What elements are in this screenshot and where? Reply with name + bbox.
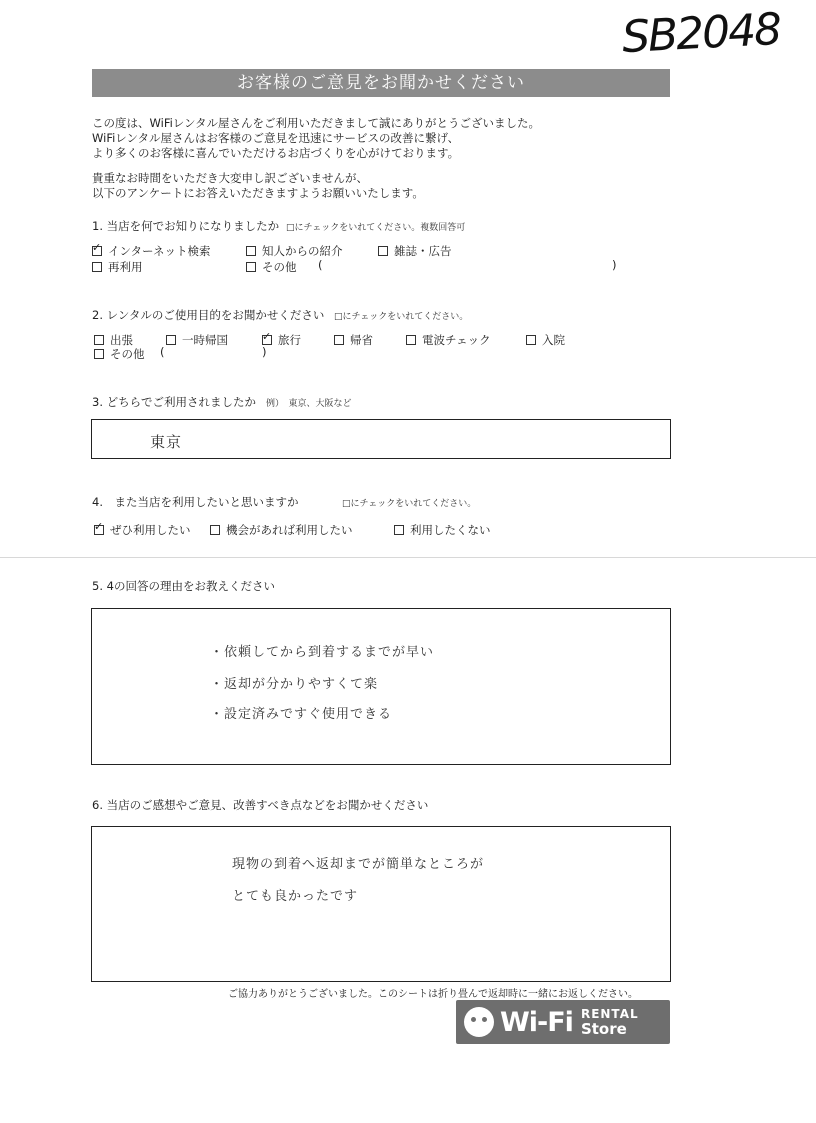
logo-subtitle [581, 1007, 639, 1037]
option-label: 機会があれば利用したい [226, 523, 353, 537]
checkbox-icon[interactable] [378, 246, 388, 256]
q5-handwritten-line-1: ・依頼してから到着するまでが早い [210, 645, 435, 660]
q4-note: □にチェックをいれてください。 [342, 499, 477, 509]
option-label: 旅行 [278, 333, 301, 347]
option-label: 知人からの紹介 [262, 244, 343, 258]
intro-line-1: この度は、WiFiレンタル屋さんをご利用いただきまして誠にありがとうございました。 [92, 116, 541, 130]
q4-option-definitely[interactable] [94, 522, 191, 538]
fold-line [0, 557, 816, 558]
q5-handwritten-line-2: ・返却が分かりやすくて楽 [210, 677, 379, 692]
q2-option-hospital[interactable] [526, 332, 565, 348]
checkbox-icon[interactable] [210, 525, 220, 535]
intro-line-4: 貴重なお時間をいただき大変申し訳ございませんが、 [92, 171, 368, 185]
checkbox-icon[interactable] [94, 349, 104, 359]
q4-option-if-chance[interactable] [210, 522, 353, 538]
q2-label: 2. レンタルのご使用目的をお聞かせください [92, 308, 325, 322]
q2-option-other[interactable] [94, 346, 145, 362]
intro-line-5: 以下のアンケートにお答えいただきますようお願いいたします。 [92, 186, 424, 200]
q3-label: 3. どちらでご利用されましたか [92, 395, 257, 409]
option-label: ぜひ利用したい [110, 523, 191, 537]
q1-label: 1. 当店を何でお知りになりましたか [92, 219, 280, 233]
q4-label: 4. また当店を利用したいと思いますか [92, 495, 299, 509]
logo-rental-text: RENTAL [580, 1007, 639, 1021]
option-label: 雑誌・広告 [394, 244, 452, 258]
checkbox-icon[interactable] [334, 335, 344, 345]
intro-line-3: より多くのお客様に喜んでいただけるお店づくりを心がけております。 [92, 146, 460, 160]
wifi-rental-store-logo [456, 1000, 670, 1044]
q2-other-close-paren: ) [262, 345, 267, 359]
q5-label: 5. 4の回答の理由をお教えください [92, 579, 275, 593]
q2-other-open-paren: ( [160, 345, 165, 359]
mascot-icon [464, 1007, 494, 1037]
checkbox-icon[interactable] [92, 262, 102, 272]
thanks-message: ご協力ありがとうございました。このシートは折り畳んで返却時に一緒にお返しください。 [228, 989, 638, 1000]
survey-title: お客様のご意見をお聞かせください [92, 69, 670, 97]
checkbox-icon[interactable] [246, 246, 256, 256]
q3-handwritten-answer: 東京 [150, 433, 183, 451]
option-label: インターネット検索 [108, 244, 211, 258]
option-label: 電波チェック [422, 333, 491, 347]
q1-note: □にチェックをいれてください。複数回答可 [286, 223, 466, 233]
checkbox-icon[interactable] [394, 525, 404, 535]
q1-option-referral[interactable] [246, 243, 343, 259]
q5-answer-box[interactable] [91, 608, 671, 765]
option-label: 出張 [110, 333, 133, 347]
q2-option-homecoming[interactable] [334, 332, 373, 348]
q4-option-no[interactable] [394, 522, 491, 538]
option-label: 一時帰国 [182, 333, 228, 347]
checkbox-icon[interactable] [406, 335, 416, 345]
option-label: その他 [262, 260, 297, 274]
checkbox-checked-icon[interactable] [94, 525, 104, 535]
q1-option-other[interactable] [246, 259, 297, 275]
checkbox-icon[interactable] [94, 335, 104, 345]
q2-option-temporary-return[interactable] [166, 332, 228, 348]
q1-option-internet[interactable] [92, 243, 210, 259]
q2-option-travel[interactable] [262, 332, 301, 348]
q2-note: □にチェックをいれてください。 [334, 312, 469, 322]
q5-handwritten-line-3: ・設定済みですぐ使用できる [210, 707, 393, 722]
checkbox-icon[interactable] [166, 335, 176, 345]
q6-label: 6. 当店のご感想やご意見、改善すべき点などをお聞かせください [92, 798, 429, 812]
checkbox-icon[interactable] [246, 262, 256, 272]
q3-example: 例） 東京、大阪など [266, 399, 352, 409]
q6-handwritten-line-2: とても良かったです [232, 889, 359, 904]
option-label: その他 [110, 347, 145, 361]
logo-wordmark: Wi-Fi [500, 1006, 573, 1038]
q6-handwritten-line-1: 現物の到着へ返却までが簡単なところが [232, 857, 485, 872]
document-id-handwritten: SB2048 [620, 3, 782, 64]
option-label: 帰省 [350, 333, 373, 347]
option-label: 入院 [542, 333, 565, 347]
q1-option-magazine[interactable] [378, 243, 452, 259]
q6-answer-box[interactable] [91, 826, 671, 982]
checkbox-checked-icon[interactable] [92, 246, 102, 256]
q1-option-reuse[interactable] [92, 259, 143, 275]
q2-option-signal-check[interactable] [406, 332, 491, 348]
q1-other-open-paren: ( [318, 258, 323, 272]
q1-other-close-paren: ) [612, 258, 617, 272]
option-label: 再利用 [108, 260, 143, 274]
logo-store-text: Store [580, 1020, 627, 1038]
intro-line-2: WiFiレンタル屋さんはお客様のご意見を迅速にサービスの改善に繋げ、 [92, 131, 460, 145]
q3-answer-box[interactable] [91, 419, 671, 459]
checkbox-icon[interactable] [526, 335, 536, 345]
option-label: 利用したくない [410, 523, 491, 537]
checkbox-checked-icon[interactable] [262, 335, 272, 345]
